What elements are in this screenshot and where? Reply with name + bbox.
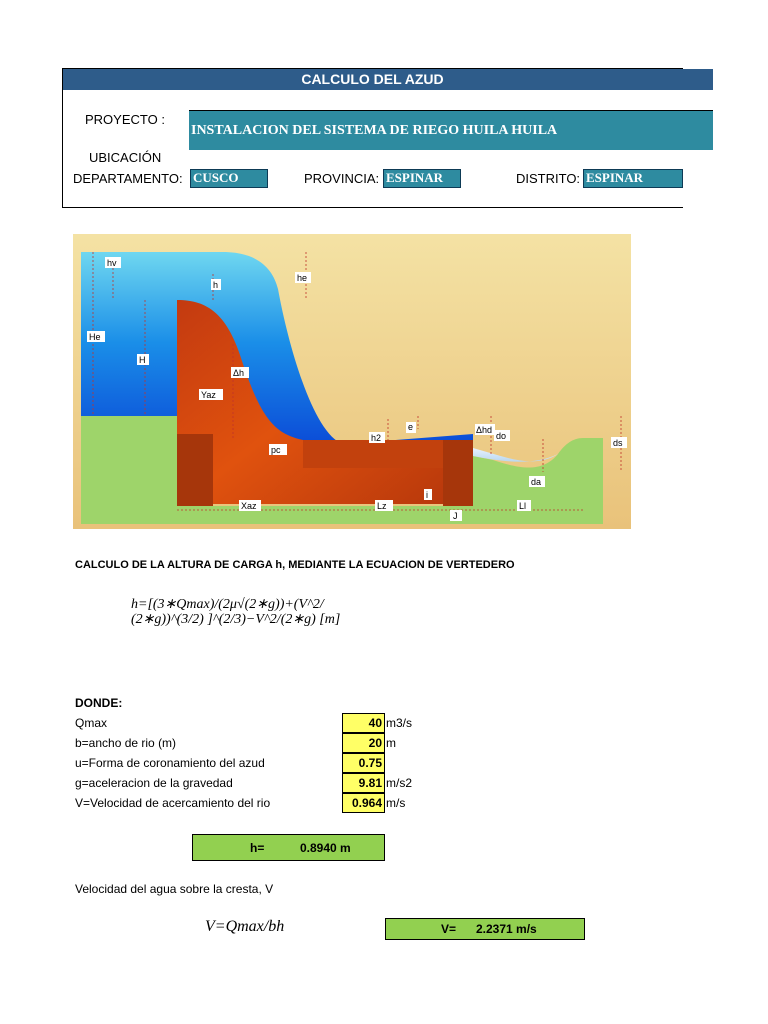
azud-cutoff [177,434,213,506]
distrito-field[interactable]: ESPINAR [583,169,683,188]
v-formula: V=Qmax/bh [205,918,285,935]
proyecto-field[interactable]: INSTALACION DEL SISTEMA DE RIEGO HUILA HUILA [189,110,713,150]
v-result-label: V= [441,922,457,936]
v-result-box [385,918,585,940]
label-h: h [213,280,219,290]
param-label: g=aceleracion de la gravedad [75,776,233,790]
param-value-b[interactable]: 20 [342,733,385,753]
param-value-u[interactable]: 0.75 [342,753,385,773]
label-He: He [89,332,101,342]
h-result-box [192,834,385,861]
velocidad-text: Velocidad del agua sobre la cresta, V [75,882,274,896]
proyecto-label: PROYECTO : [85,112,165,127]
v-result-value: 2.2371 m/s [476,922,537,936]
label-he: he [297,273,308,283]
ubicacion-label: UBICACIÓN [89,150,162,165]
label-e: e [408,422,414,432]
param-value-v[interactable]: 0.964 [342,793,385,813]
label-h2: h2 [371,433,382,443]
departamento-field[interactable]: CUSCO [190,169,268,188]
header-title: CALCULO DEL AZUD [63,69,682,90]
azud-diagram [73,234,631,529]
label-da: da [531,477,542,487]
param-value-qmax[interactable]: 40 [342,713,385,733]
donde-label: DONDE: [75,696,123,710]
label-dh: Δh [233,368,245,378]
section-heading: CALCULO DE LA ALTURA DE CARGA h, MEDIANTE LA ECUACION DE VERTEDERO [75,559,515,571]
param-unit: m3/s [386,716,413,730]
label-ds: ds [613,438,623,448]
formula-line-2: (2∗g))^(3/2) ]^(2/3)−V^2/(2∗g) [m] [131,612,341,627]
label-do: do [496,431,507,441]
end-sill [443,440,473,506]
param-label: b=ancho de rio (m) [75,736,177,750]
provincia-field[interactable]: ESPINAR [383,169,461,188]
label-Ll: Ll [519,501,527,511]
label-H: H [139,355,146,365]
distrito-label: DISTRITO: [516,171,581,186]
label-pc: pc [271,445,281,455]
provincia-label: PROVINCIA: [304,171,380,186]
departamento-label: DEPARTAMENTO: [73,171,183,186]
label-hv: hv [107,258,117,268]
h-result-label: h= [250,841,265,855]
label-Lz: Lz [377,501,387,511]
label-J: J [453,511,458,521]
label-Xaz: Xaz [241,501,257,511]
param-label: u=Forma de coronamiento del azud [75,756,265,770]
label-i: i [426,490,428,500]
param-label: Qmax [75,716,108,730]
param-value-g[interactable]: 9.81 [342,773,385,793]
param-unit: m [386,736,396,750]
header-bottom-border [62,207,683,208]
formula-line-1: h=[(3∗Qmax)/(2μ√(2∗g))+(V^2/ [131,597,324,612]
header-bar-extension [682,69,713,90]
header-left-border [62,69,63,208]
label-dhd: Δhd [476,425,493,435]
param-unit: m/s [386,796,406,810]
param-label: V=Velocidad de acercamiento del rio [75,796,271,810]
label-Yaz: Yaz [201,390,216,400]
param-unit: m/s2 [386,776,413,790]
h-result-value: 0.8940 m [300,841,351,855]
